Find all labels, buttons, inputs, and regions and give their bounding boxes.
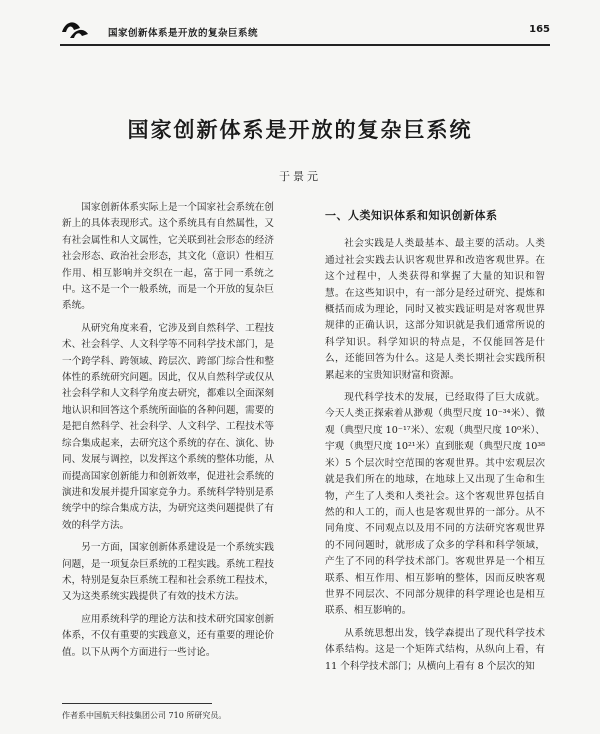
page-number: 165: [529, 24, 550, 35]
right-column: [325, 208, 545, 681]
footnote: 作者系中国航天科技集团公司 710 所研究员。: [62, 711, 227, 720]
body-paragraph: 应用系统科学的理论方法和技术研究国家创新体系，不仅有重要的实践意义，还有重要的理论价值。以下从两个方面进行一些讨论。: [62, 613, 274, 658]
running-header-title: 国家创新体系是开放的复杂巨系统: [108, 28, 259, 39]
article-author: 于景元: [279, 170, 321, 183]
section-heading: 一、人类知识体系和知识创新体系: [325, 209, 498, 222]
footnote-divider: [62, 703, 212, 704]
body-paragraph: 现代科学技术的发展，已经取得了巨大成就。今天人类正探索着从渺观（典型尺度 10⁻³⁴米）、微观（典型尺度 10⁻¹⁷米）、宏观（典型尺度 10⁰米）、宇观（典型尺度 10²¹米）直到胀观（典型尺度 10³⁸米）5 个层次时空范围的客观世界。其中宏观层次就是我们所在的地球，在地球上又出现了生命和生物，产生了人类和人类社会。这个客观世界包括自然的和人工的，而人也是客观世界的一部分。从不同角度、不同观点以及用不同的方法研究客观世界的不同问题时，就形成了众多的学科和科学领域，产生了不同的科学技术部门。客观世界是一个相互联系、相互作用、相互影响的整体，因而反映客观世界不同层次、不同部分规律的科学理论也是相互联系、相互影响的。: [325, 392, 545, 617]
body-paragraph: 从研究角度来看，它涉及到自然科学、工程技术、社会科学、人文科学等不同科学技术部门，是一个跨学科、跨领域、跨层次、跨部门综合性和整体性的系统研究问题。因此，仅从自然科学或仅从社会科学和人文科学角度去研究，都难以全面深刻地认识和回答这个系统所面临的各种问题，需要的是把自然科学、社会科学、人文科学、工程技术等综合集成起来，去研究这个系统的存在、演化、协同、发展与调控，以发挥这个系统的整体功能，从而提高国家创新能力和创新效率，促进社会系统的演进和发展并提升国家竞争力。系统科学特别是系统学中的综合集成方法，为研究这类问题提供了有效的科学方法。: [62, 322, 274, 531]
body-paragraph: 国家创新体系实际上是一个国家社会系统在创新上的具体表现形式。这个系统具有自然属性，又有社会属性和人文属性，它关联到社会形态的经济社会形态、政治社会形态，其文化（意识）性相互作用、相互影响并交织在一起，富于同一系统之中。这不是一个一般系统，而是一个开放的复杂巨系统。: [62, 202, 274, 312]
body-paragraph: 从系统思想出发，钱学森提出了现代科学技术体系结构。这是一个矩阵式结构，从纵向上看，有 11 个科学技术部门；从横向上看有 8 个层次的知: [325, 627, 545, 672]
journal-logo-icon: [60, 18, 90, 40]
body-paragraph: 另一方面，国家创新体系建设是一个系统实践问题，是一项复杂巨系统的工程实践。系统工程技术，特别是复杂巨系统工程和社会系统工程技术，又为这类系统实践提供了有效的技术方法。: [62, 542, 274, 603]
body-paragraph: 社会实践是人类最基本、最主要的活动。人类通过社会实践去认识客观世界和改造客观世界。在这个过程中，人类获得和掌握了大量的知识和智慧。在这些知识中，有一部分是经过研究、提炼和概括而成为理论，同时又被实践证明是对客观世界规律的正确认识，这部分知识就是我们通常所说的科学知识。科学知识的特点是，不仅能回答是什么，还能回答为什么。这是人类长期社会实践所积累起来的宝贵知识财富和资源。: [325, 238, 545, 381]
running-header: [60, 18, 550, 46]
left-column: [62, 200, 274, 667]
article-title: 国家创新体系是开放的复杂巨系统: [127, 117, 473, 142]
